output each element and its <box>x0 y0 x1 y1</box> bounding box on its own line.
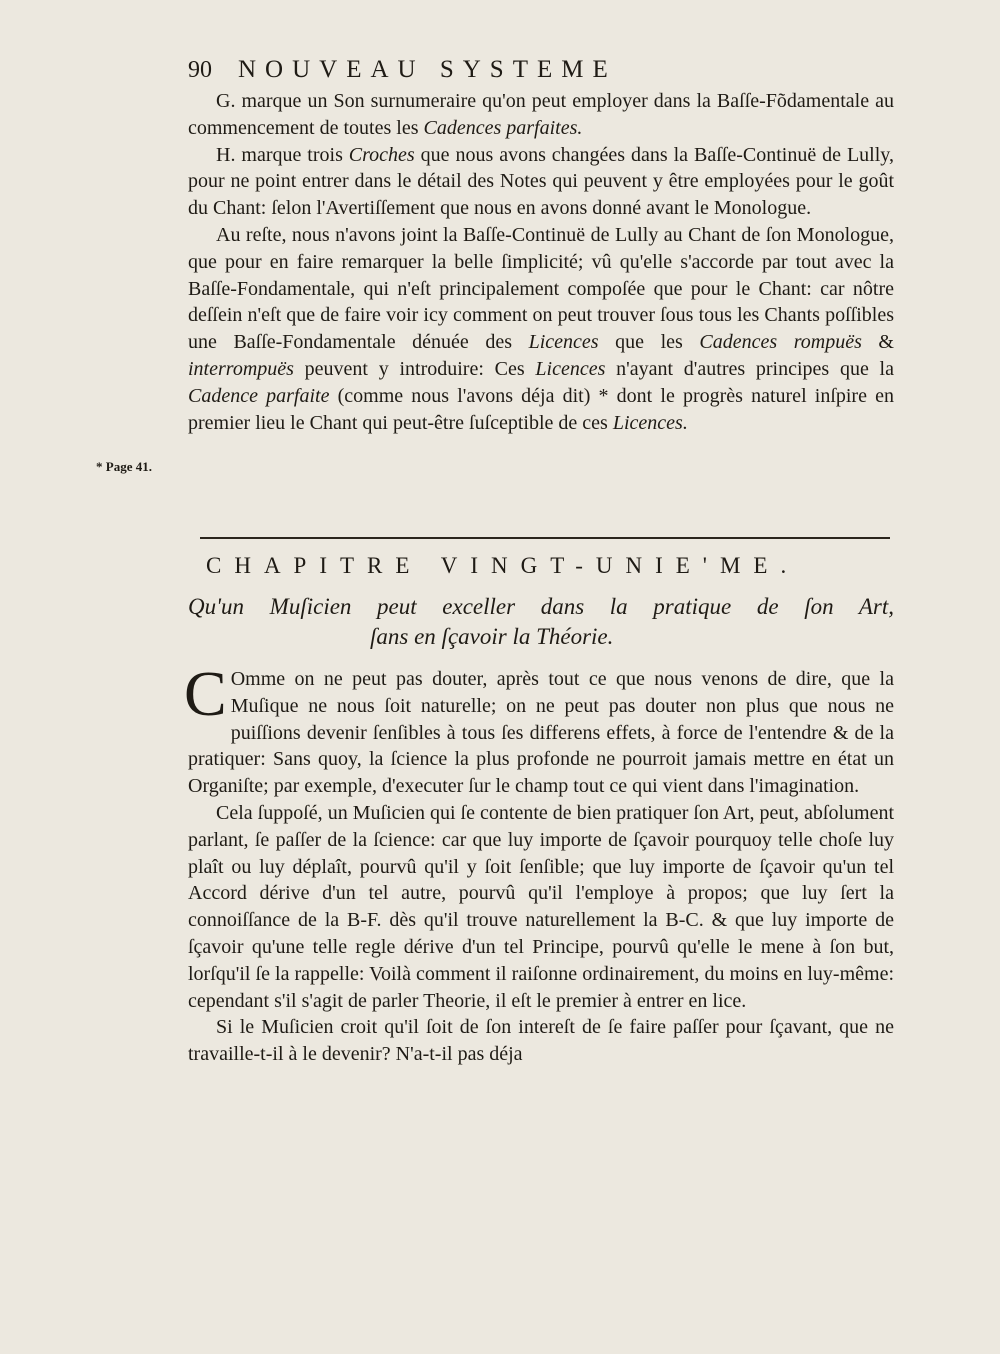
body-text-block <box>184 658 894 1068</box>
paragraph-h-italic: Croches <box>348 143 415 166</box>
paragraph-g <box>188 88 894 142</box>
chapter-subtitle-line-2: ſans en ſçavoir la Théorie. <box>370 624 614 649</box>
marginal-note: * Page 41. <box>96 459 152 474</box>
running-head-title: NOUVEAU SYSTEME <box>238 56 617 83</box>
paragraph-au-reste <box>188 222 894 436</box>
paragraph-cela <box>188 800 894 1014</box>
p3-italic-5: Cadence parfaite <box>188 384 330 407</box>
p3-text-e: n'ayant d'autres principes que la <box>605 357 894 380</box>
paragraph-comme-text: Omme on ne peut pas douter, après tout ce que nous venons de dire, que la Muſique ne nous ſoit naturelle; on ne peut pas douter non plus que nous ne puiſſions devenir ſenſibles à tous ſes differens effets, à force de l'entendre & de la pratiquer: Sans quoy, la ſcience la plus profonde ne pourroit jamais mettre en état un Organiſte; par exemple, d'executer ſur le champ tout ce qui vient dans l'imagination. <box>188 668 894 798</box>
paragraph-g-italic: Cadences parfaites. <box>423 116 583 139</box>
page-number: 90 <box>188 57 212 83</box>
paragraph-h-text-b: que nous avons changées dans la Baſſe-Continuë de Lully, pour ne point entrer dans le détail des Notes qui peuvent y être employées pour le goût du Chant: ſelon l'Avertiſſement que nous en avons donné avant le Monologue. <box>188 143 894 220</box>
p3-italic-2: Cadences rompuës <box>699 331 862 354</box>
chapter-title: CHAPITRE VINGT-UNIE'ME. <box>206 553 800 578</box>
top-text-block <box>188 88 894 436</box>
p3-text-b: que les <box>598 331 700 354</box>
p3-text-a: Au reſte, nous n'avons joint la Baſſe-Continuë de Lully au Chant de ſon Monologue, que pour en faire remarquer la belle ſimplicité; vû qu'elle s'accorde par tout avec la Baſſe-Fondamentale, qui n'eſt principalement compoſée que pour le Chant: car nôtre deſſein n'eſt que de faire voir icy comment on peut trouver ſous tous les Chants poſſibles une Baſſe-Fondamentale dénuée des <box>188 223 894 354</box>
paragraph-si-text: Si le Muſicien croit qu'il ſoit de ſon intereſt de ſe faire paſſer pour ſçavant, que ne travaille-t-il à le devenir? N'a-t-il pas déja <box>188 1016 894 1066</box>
p3-text-f: (comme nous l'avons déja dit) * dont le progrès naturel inſpire en premier lieu le Chant qui peut-être ſuſceptible de ces <box>188 384 894 434</box>
paragraph-h <box>188 142 894 222</box>
running-head <box>188 52 788 88</box>
p3-italic-4: Licences <box>535 357 606 380</box>
paragraph-g-text: G. marque un Son surnumeraire qu'on peut employer dans la Baſſe-Fõdamentale au commencement de toutes les <box>188 90 894 139</box>
p3-italic-3: interrompuës <box>188 357 294 380</box>
section-rule <box>200 537 890 539</box>
p3-text-d: peuvent y introduire: Ces <box>293 357 536 380</box>
p3-italic-6: Licences. <box>612 411 688 434</box>
paragraph-cela-text: Cela ſuppoſé, un Muſicien qui ſe contente de bien pratiquer ſon Art, peut, abſolument parlant, ſe paſſer de la ſcience: car que luy importe de ſçavoir pourquoy telle choſe luy plaît ou luy déplaît, pourvû qu'il y ſoit ſenſible; que luy importe de ſçavoir qu'un tel Accord dérive d'un tel autre, pourvû qu'il l'employe à propos; que luy ſert la connoiſſance de la B-F. dès qu'il trouve naturellement la B-C. & que luy importe de ſçavoir qu'une telle regle dérive d'un tel Principe, pourvû qu'elle le mene à ſon but, lorſqu'il ſe la rappelle: Voilà comment il raiſonne ordinairement, du moins en luy-même: cependant s'il s'agit de parler Theorie, il eſt le premier à entrer en lice. <box>188 801 894 1012</box>
paragraph-comme <box>184 658 894 800</box>
p3-text-c: & <box>861 331 894 354</box>
drop-cap: C <box>184 658 227 729</box>
paragraph-h-text-a: H. marque trois <box>216 143 349 166</box>
chapter-subtitle-line-1: Qu'un Muſicien peut exceller dans la pratique de ſon Art, <box>188 594 894 619</box>
p3-italic-1: Licences <box>528 331 599 354</box>
paragraph-si <box>188 1014 894 1068</box>
